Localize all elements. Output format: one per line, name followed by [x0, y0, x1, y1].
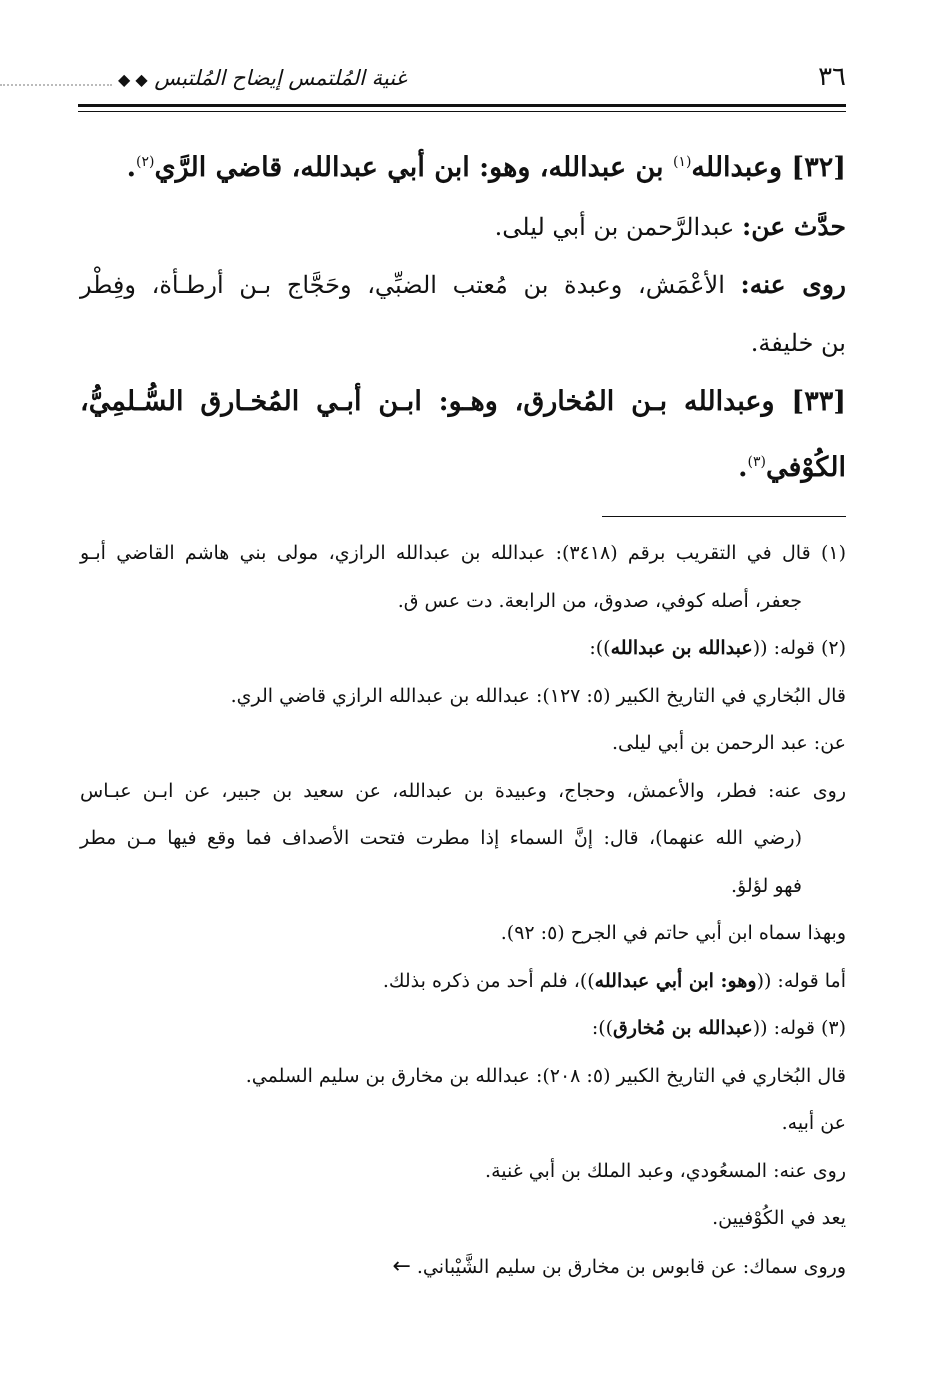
footnote-separator: [602, 516, 846, 517]
entry-32-haddath: حدَّث عن: عبدالرَّحمن بن أبي ليلى.: [494, 212, 846, 241]
book-title: غنية المُلتمس إيضاح المُلتبس: [154, 66, 407, 90]
main-text: [80, 132, 846, 498]
arrow-left-icon: ←: [392, 1253, 411, 1279]
riwa-label: روى عنه:: [740, 270, 846, 299]
footnote-1-cont: جعفر، أصله كوفي، صدوق، من الرابعة. دت عس ق.: [397, 589, 802, 612]
entry-32-heading: [٣٢] وعبدالله$^{(١)}$ بن عبدالله، وهو: ابن أبي عبدالله، قاضي الرَّي$^{(٢)}$.: [126, 152, 846, 183]
entry-32-riwa-cont: بن خليفة.: [750, 329, 846, 357]
entry-32-riwa: روى عنه: الأعْمَش، وعبدة بن مُعتب الضبِّي، وحَجَّاج بـن أرطـأة، وفِطْر: [80, 270, 846, 299]
footnote-2-line: أما قوله: ((وهو: ابن أبي عبدالله))، فلم أحد من ذكره بذلك.: [382, 969, 846, 992]
footnote-3-line: وروى سماك: عن قابوس بن مخارق بن سليم الشَّيْباني.←: [392, 1253, 846, 1279]
footnote-2-line: قال البُخاري في التاريخ الكبير (٥: ١٢٧): عبدالله بن عبدالله الرازي قاضي الري.: [230, 684, 846, 707]
footnote-3-line: روى عنه: المسعُودي، وعبد الملك بن أبي غنية.: [485, 1159, 846, 1182]
footnote-2-line: فهو لؤلؤ.: [731, 874, 802, 897]
entry-33-heading-cont: الكُوْفي$^{(٣)}$.: [738, 452, 846, 483]
footnote-2-line: عن: عبد الرحمن بن أبي ليلى.: [611, 732, 846, 754]
footnote-3-line: يعد في الكُوْفيين.: [712, 1207, 846, 1229]
dotted-leader: [0, 84, 112, 86]
footnote-2-line: (رضي الله عنهما)، قال: إنَّ السماء إذا مطرت فتحت الأصداف فما وقع فيها مـن مطر: [80, 827, 802, 849]
page-number: ٣٦: [818, 62, 846, 92]
footnotes: [80, 530, 846, 1291]
footnote-1: (١) قال في التقريب برقم (٣٤١٨): عبدالله بن عبدالله الرازي، مولى بني هاشم القاضي أبـو: [80, 542, 846, 564]
footnote-ref-3: (٣): [747, 454, 766, 470]
footnote-3-line: قال البُخاري في التاريخ الكبير (٥: ٢٠٨): عبدالله بن مخارق بن سليم السلمي.: [245, 1064, 846, 1087]
diamond-ornament-icon: ◆ ◆: [118, 70, 148, 89]
header-rule-thin: [78, 111, 846, 112]
footnote-2-line: وبهذا سماه ابن أبي حاتم في الجرح (٥: ٩٢).: [500, 922, 846, 944]
footnote-2-head: (٢) قوله: ((عبدالله بن عبدالله)):: [589, 637, 846, 659]
footnote-3-line: عن أبيه.: [781, 1112, 846, 1134]
header-rule-thick: [78, 104, 846, 107]
footnote-ref-1: (١): [672, 154, 692, 170]
footnote-3-head: (٣) قوله: ((عبدالله بن مُخارق)):: [591, 1017, 846, 1039]
entry-33-heading: [٣٣] وعبدالله بـن المُخارق، وهـو: ابـن أبـي المُخـارق السُّـلمِيُّ،: [80, 386, 846, 417]
running-title: [118, 66, 407, 90]
haddath-label: حدَّث عن:: [742, 212, 846, 241]
footnote-2-line: روى عنه: فطر، والأعمش، وحجاج، وعبيدة بن عبدالله، عن سعيد بن جبير، عن ابـن عبـاس: [80, 779, 846, 802]
footnote-ref-2: (٢): [136, 154, 155, 170]
